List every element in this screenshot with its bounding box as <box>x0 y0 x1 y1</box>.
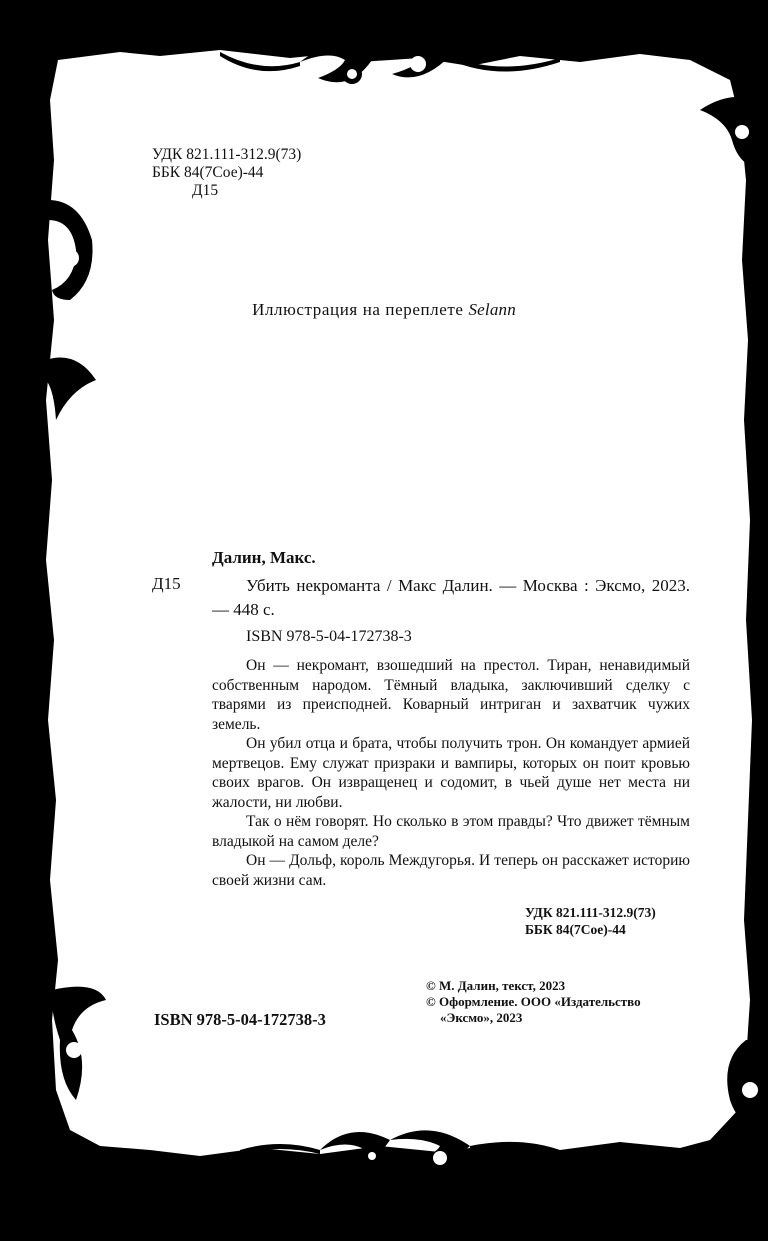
bibliographic-description: Убить некроманта / Макс Далин. — Москва : Эксмо, 2023. — 448 с. <box>212 576 690 619</box>
annotation-paragraph: Он — Дольф, король Междугорья. И теперь он расскажет историю своей жизни сам. <box>212 852 690 889</box>
copyright-block <box>426 978 641 1026</box>
annotation-paragraph: Он убил отца и брата, чтобы получить трон. Он командует армией мертвецов. Ему служат призраки и вампиры, которых он поит кровью своих врагов. Он извращенец и содомит, в чьей душе нет места ни жалости, ни любви. <box>212 735 690 811</box>
record-code: Д15 <box>152 574 181 593</box>
footer-isbn: ISBN 978-5-04-172738-3 <box>154 1010 326 1029</box>
illustration-prefix: Иллюстрация на переплете <box>252 300 464 319</box>
copyright-design: © Оформление. ООО «Издательство <box>426 994 641 1009</box>
record-isbn: ISBN 978-5-04-172738-3 <box>246 628 412 645</box>
footer-classification <box>525 904 656 938</box>
annotation-paragraph: Так о нём говорят. Но сколько в этом правды? Что движет тёмным владыкой на самом деле? <box>212 813 690 850</box>
footer-bbk: ББК 84(7Сое)-44 <box>525 922 626 937</box>
annotation <box>212 656 690 890</box>
classification-block <box>152 146 301 200</box>
copyright-text: © М. Далин, текст, 2023 <box>426 978 566 993</box>
footer-udk: УДК 821.111-312.9(73) <box>525 905 656 920</box>
copyright-design-cont: «Эксмо», 2023 <box>440 1010 523 1025</box>
illustration-artist: Selann <box>468 300 516 319</box>
bbk-code: ББК 84(7Сое)-44 <box>152 164 264 181</box>
annotation-paragraph: Он — некромант, взошедший на престол. Тиран, ненавидимый собственным народом. Тёмный владыка, заключивший сделку с тварями из преисподней. Коварный интриган и захватчик чужих земель. <box>212 657 690 733</box>
illustration-credit <box>0 300 768 320</box>
author-mark: Д15 <box>192 182 219 199</box>
record-author: Далин, Макс. <box>212 548 316 567</box>
udk-code: УДК 821.111-312.9(73) <box>152 146 302 163</box>
